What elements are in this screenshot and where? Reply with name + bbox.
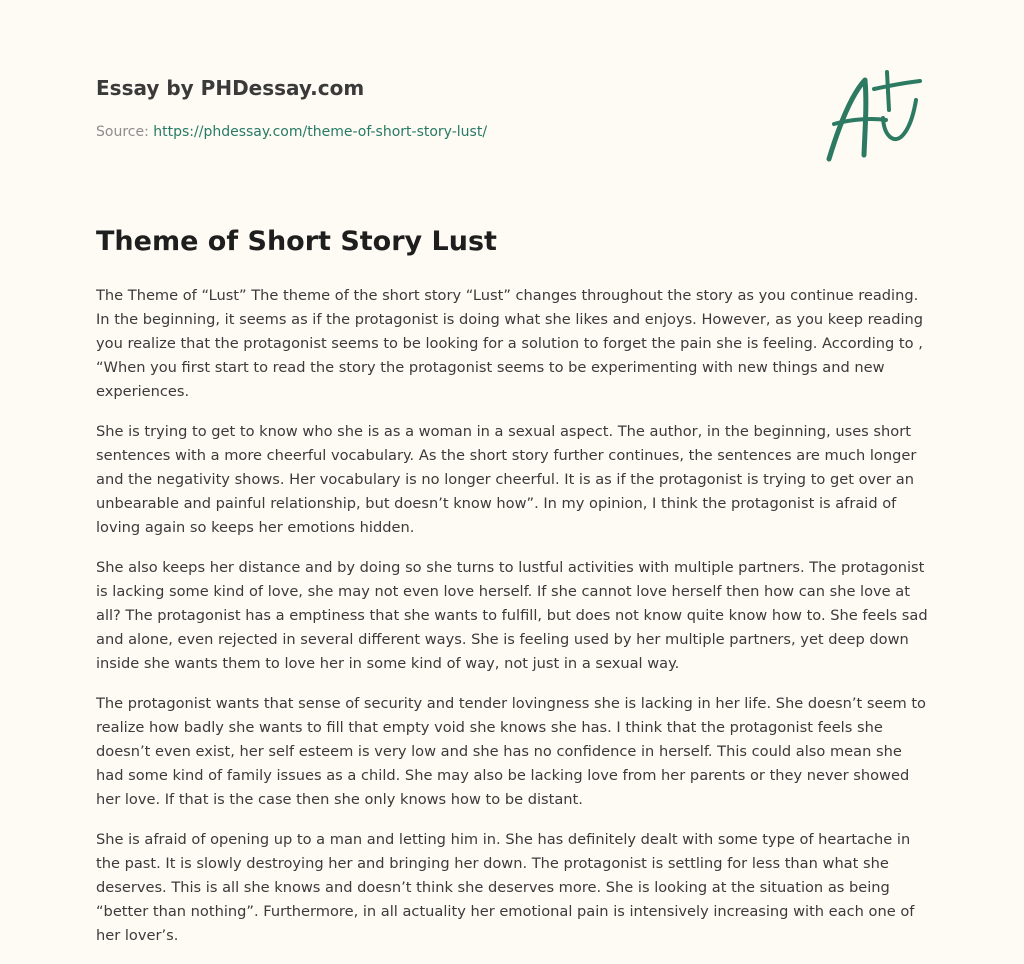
essay-paragraph: The Theme of “Lust” The theme of the short story “Lust” changes throughout the story as you continue reading. In the beginning, it seems as if the protagonist is doing what she likes and enjoys. However, as you keep reading you realize that the protagonist seems to be looking for a solution to forget the pain she is feeling. According to , “When you first start to read the story the protagonist seems to be experimenting with new things and new experiences. — [96, 287, 924, 400]
essay-paragraph: She is trying to get to know who she is as a woman in a sexual aspect. The author, in the beginning, uses short sentences with a more cheerful vocabulary. As the short story further continues, the sentences are much longer and the negativity shows. Her vocabulary is no longer cheerful. It is as if the protagonist is trying to get over an unbearable and painful relationship, but doesn’t know how”. In my opinion, I think the protagonist is afraid of loving again so keeps her emotions hidden. — [96, 423, 917, 536]
essay-body — [96, 284, 932, 964]
site-brand: Essay by PHDessay.com — [96, 76, 365, 100]
essay-title: Theme of Short Story Lust — [96, 226, 497, 257]
source-link[interactable]: https://phdessay.com/theme-of-short-story-lust/ — [153, 124, 488, 140]
source-label: Source: — [96, 124, 154, 140]
essay-paragraph: She also keeps her distance and by doing so she turns to lustful activities with multiple partners. The protagonist is lacking some kind of love, she may not even love herself. If she cannot love herself then how can she love at all? The protagonist has a emptiness that she wants to fulfill, but does not know quite know how to. She feels sad and alone, even rejected in several different ways. She is feeling used by her multiple partners, yet deep down inside she wants them to love her in some kind of way, not just in a sexual way. — [96, 559, 928, 672]
essay-paragraph: The protagonist wants that sense of security and tender lovingness she is lacking in her life. She doesn’t seem to realize how badly she wants to fill that empty void she knows she has. I think that the protagonist feels she doesn’t even exist, her self esteem is very low and she has no confidence in herself. This could also mean she had some kind of family issues as a child. She may also be lacking love from her parents or they never showed her love. If that is the case then she only knows how to be distant. — [96, 695, 926, 808]
essay-paragraph: She is afraid of opening up to a man and letting him in. She has definitely dealt with some type of heartache in the past. It is slowly destroying her and bringing her down. The protagonist is settling for less than what she deserves. This is all she knows and doesn’t think she deserves more. She is looking at the situation as being “better than nothing”. Furthermore, in all actuality her emotional pain is intensively increasing with each one of her lover’s. — [96, 831, 915, 944]
a-plus-grade-icon — [820, 64, 930, 164]
source-line — [96, 124, 487, 140]
